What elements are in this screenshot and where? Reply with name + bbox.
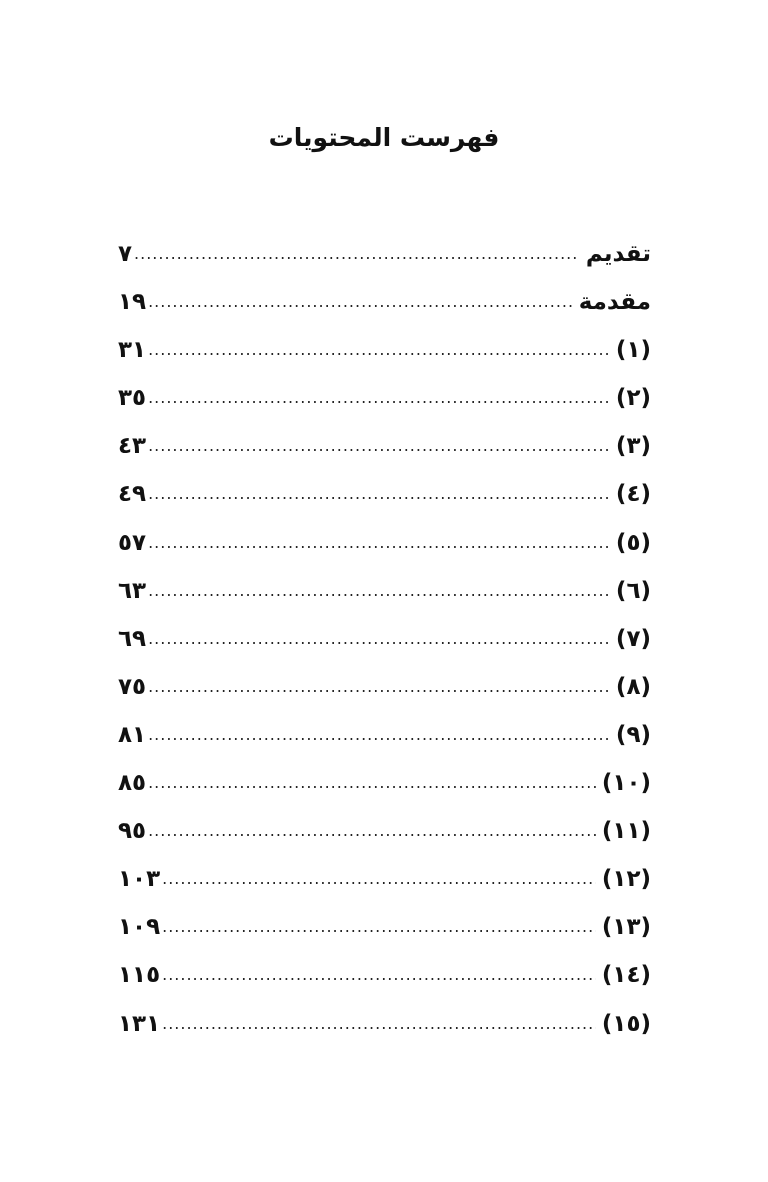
toc-entry — [118, 519, 651, 567]
toc-entry-page: ٨١ — [118, 721, 147, 748]
toc-entry — [118, 230, 651, 278]
toc-entry-label: تقديم — [585, 241, 651, 267]
toc-entry-label: مقدمة — [578, 289, 651, 316]
toc-entry-page: ٩٥ — [118, 818, 147, 845]
dot-leader — [148, 663, 610, 711]
toc-entry-page: ٤٩ — [118, 481, 147, 508]
toc-entry-label: (٦) — [615, 577, 651, 604]
toc-entry-label: (١١) — [601, 818, 651, 845]
dot-leader — [148, 711, 610, 759]
dot-leader — [148, 615, 610, 663]
toc-entry-page: ٨٥ — [118, 770, 147, 797]
toc-entry-label: (٥) — [615, 529, 651, 556]
toc-entry-page: ٦٣ — [118, 577, 147, 604]
toc-entry-label: (١٢) — [601, 866, 651, 893]
toc-entry-label: (١٤) — [601, 962, 651, 989]
toc-entry-page: ١٣١ — [118, 1010, 161, 1037]
toc-entry-label: (٤) — [615, 481, 651, 508]
dot-leader — [162, 951, 596, 999]
dot-leader — [134, 230, 580, 278]
toc-entry — [118, 759, 651, 807]
toc-entry — [118, 326, 651, 374]
dot-leader — [148, 374, 610, 422]
dot-leader — [162, 903, 596, 951]
toc-entry — [118, 374, 651, 422]
toc-entry-label: (٢) — [615, 385, 651, 412]
toc-entry-page: ٧ — [118, 241, 133, 267]
dot-leader — [148, 470, 610, 518]
toc-entry — [118, 951, 651, 999]
toc-entry-page: ١٠٩ — [118, 914, 161, 941]
toc-entry-label: (١٠) — [601, 770, 651, 797]
toc-entry-page: ١١٥ — [118, 962, 161, 989]
toc-entry-label: (١) — [615, 337, 651, 364]
toc-entry-label: (٧) — [615, 625, 651, 652]
toc-entry-page: ١٩ — [118, 289, 147, 316]
toc-entry-page: ٣٥ — [118, 385, 147, 412]
toc-entry-label: (٩) — [615, 721, 651, 748]
dot-leader — [148, 519, 610, 567]
toc-entry — [118, 663, 651, 711]
dot-leader — [162, 1000, 596, 1048]
toc-entry-page: ٣١ — [118, 337, 147, 364]
page-title: فهرست المحتويات — [268, 123, 500, 152]
toc-entry — [118, 711, 651, 759]
toc-entry — [118, 470, 651, 518]
toc-entry — [118, 807, 651, 855]
toc-entry-page: ٥٧ — [118, 529, 147, 556]
toc-entry — [118, 903, 651, 951]
dot-leader — [148, 326, 610, 374]
toc-entry-page: ١٠٣ — [118, 866, 161, 893]
dot-leader — [148, 567, 610, 615]
dot-leader — [148, 759, 596, 807]
table-of-contents — [118, 230, 651, 1048]
toc-entry — [118, 422, 651, 470]
toc-entry-page: ٦٩ — [118, 625, 147, 652]
toc-entry-label: (٨) — [615, 673, 651, 700]
dot-leader — [148, 278, 573, 326]
toc-entry — [118, 278, 651, 326]
toc-entry-page: ٧٥ — [118, 673, 147, 700]
toc-entry — [118, 1000, 651, 1048]
dot-leader — [148, 422, 610, 470]
toc-entry-label: (٣) — [615, 433, 651, 460]
dot-leader — [162, 855, 596, 903]
toc-entry — [118, 855, 651, 903]
toc-entry-label: (١٥) — [601, 1010, 651, 1037]
toc-entry-page: ٤٣ — [118, 433, 147, 460]
toc-entry-label: (١٣) — [601, 914, 651, 941]
toc-entry — [118, 615, 651, 663]
toc-entry — [118, 567, 651, 615]
dot-leader — [148, 807, 596, 855]
